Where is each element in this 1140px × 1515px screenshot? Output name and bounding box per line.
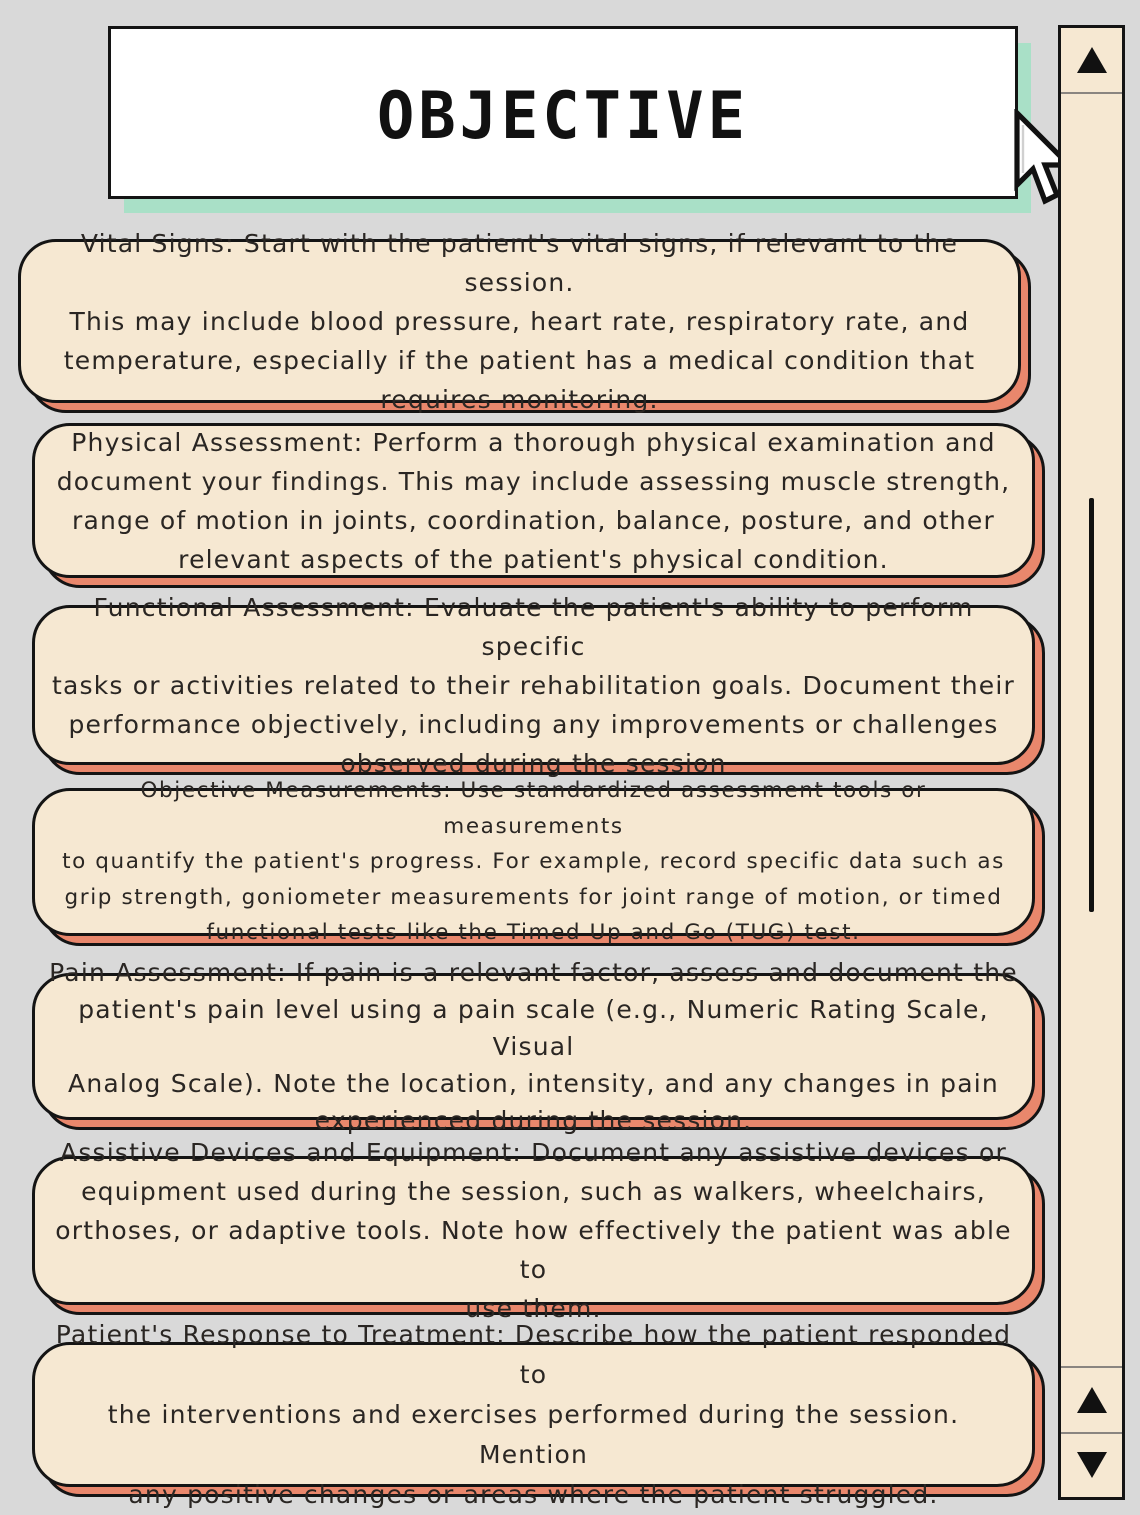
scroll-track[interactable] (1061, 94, 1122, 1364)
card-line: to quantify the patient's progress. For example, record specific data such as (62, 849, 1005, 875)
scroll-step-up-button[interactable] (1061, 1366, 1122, 1434)
card-line: Vital Signs: Start with the patient's vital signs, if relevant to the session. (80, 228, 959, 297)
card-line: range of motion in joints, coordination, balance, posture, and other (72, 505, 995, 535)
card-functional-assessment (32, 592, 1035, 778)
card-objective-measurements (32, 778, 1035, 946)
card-line: Analog Scale). Note the location, intensity, and any changes in pain (68, 1069, 999, 1098)
card-line: tasks or activities related to their rehabilitation goals. Document their (52, 670, 1015, 700)
triangle-up-icon (1075, 45, 1109, 75)
card-response-to-treatment (32, 1319, 1035, 1509)
scroll-down-button[interactable] (1061, 1433, 1122, 1497)
card-text (49, 954, 1018, 1139)
card-body (32, 592, 1035, 778)
card-line: performance objectively, including any improvements or challenges (68, 709, 999, 739)
card-line: document your findings. This may include assessing muscle strength, (56, 466, 1011, 496)
card-line: any positive changes or areas where the patient struggled. (128, 1479, 939, 1509)
card-line: grip strength, goniometer measurements for joint range of motion, or timed (64, 884, 1003, 910)
card-text (49, 588, 1018, 783)
card-line: orthoses, or adaptive tools. Note how effectively the patient was able to (55, 1216, 1012, 1284)
triangle-up-icon (1075, 1385, 1109, 1415)
card-text (49, 1315, 1018, 1515)
card-body (32, 1319, 1035, 1509)
card-line: Physical Assessment: Perform a thorough physical examination and (71, 427, 996, 457)
card-line: equipment used during the session, such as walkers, wheelchairs, (81, 1177, 986, 1206)
card-line: the interventions and exercises performed during the session. Mention (107, 1399, 960, 1469)
card-line: Objective Measurements: Use standardized assessment tools or measurements (140, 778, 927, 839)
card-text (49, 1133, 1018, 1328)
card-line: Assistive Devices and Equipment: Document any assistive devices or (60, 1138, 1007, 1167)
card-vital-signs (18, 228, 1021, 414)
card-line: requires monitoring. (380, 384, 659, 414)
card-text (49, 773, 1018, 951)
card-line: Patient's Response to Treatment: Describe how the patient responded to (55, 1319, 1012, 1389)
card-pain-assessment (32, 958, 1035, 1135)
card-line: observed during the session (340, 748, 727, 778)
page-title: OBJECTIVE (377, 77, 749, 154)
vertical-scrollbar[interactable] (1058, 25, 1125, 1500)
scroll-up-button[interactable] (1061, 28, 1122, 94)
card-body (18, 228, 1021, 414)
card-line: functional tests like the Timed Up and Go (TUG) test. (206, 920, 861, 946)
card-line: temperature, especially if the patient has a medical condition that (63, 345, 976, 375)
card-line: Functional Assessment: Evaluate the patient's ability to perform specific (93, 592, 974, 661)
card-assistive-devices (32, 1138, 1035, 1323)
card-body (32, 778, 1035, 946)
card-line: Pain Assessment: If pain is a relevant factor, assess and document the (49, 958, 1018, 987)
card-line: This may include blood pressure, heart rate, respiratory rate, and (69, 306, 970, 336)
card-text (57, 423, 1011, 579)
card-line: experienced during the session. (314, 1106, 753, 1135)
card-line: relevant aspects of the patient's physical condition. (178, 544, 889, 574)
triangle-down-icon (1075, 1450, 1109, 1480)
scroll-thumb[interactable] (1089, 498, 1094, 912)
card-line: use them. (465, 1294, 602, 1323)
card-body (32, 1138, 1035, 1323)
card-line: patient's pain level using a pain scale (e.g., Numeric Rating Scale, Visual (78, 995, 989, 1061)
card-body (32, 423, 1035, 578)
card-text (35, 224, 1004, 419)
card-physical-assessment (32, 423, 1035, 578)
card-body (32, 958, 1035, 1135)
